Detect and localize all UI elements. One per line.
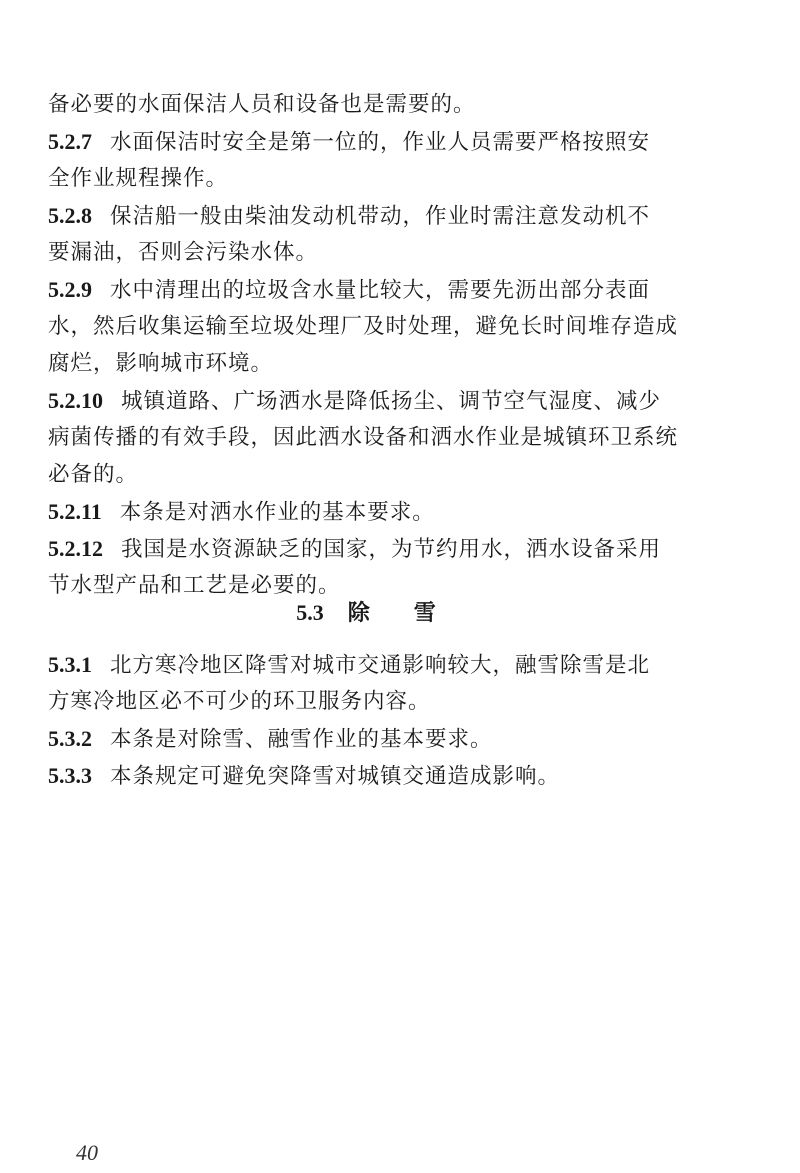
text-line: [48, 312, 678, 342]
line-text: 水，然后收集运输至垃圾处理厂及时处理，避免长时间堆存造成: [48, 314, 679, 339]
line-text: 本条规定可避免突降雪对城镇交通造成影响。: [110, 764, 561, 789]
clause-number: 5.3.3: [48, 763, 92, 788]
section-heading: [48, 598, 728, 628]
section-number: 5.3: [296, 600, 324, 625]
line-text: 全作业规程操作。: [48, 166, 229, 191]
text-line: [48, 423, 678, 453]
text-line: [48, 571, 341, 601]
line-text: 节水型产品和工艺是必要的。: [48, 573, 341, 598]
clause-number: 5.3.1: [48, 652, 92, 677]
clause-5-3-3: [48, 761, 560, 792]
clause-5-2-8: [48, 201, 650, 232]
line-text: 腐烂，影响城市环境。: [48, 351, 274, 376]
clause-number: 5.2.7: [48, 129, 92, 154]
clause-5-3-2: [48, 724, 493, 755]
clause-number: 5.2.10: [48, 388, 103, 413]
line-text: 城镇道路、广场洒水是降低扬尘、调节空气湿度、减少: [121, 389, 662, 414]
text-line: [48, 164, 228, 194]
clause-number: 5.2.8: [48, 203, 92, 228]
line-text: 北方寒冷地区降雪对城市交通影响较大，融雪除雪是北: [110, 653, 651, 678]
clause-number: 5.2.11: [48, 499, 102, 524]
line-text: 我国是水资源缺乏的国家，为节约用水，洒水设备采用: [121, 537, 662, 562]
line-text: 本条是对除雪、融雪作业的基本要求。: [110, 727, 493, 752]
line-text: 水中清理出的垃圾含水量比较大，需要先沥出部分表面: [110, 278, 651, 303]
line-text: 本条是对洒水作业的基本要求。: [119, 500, 435, 525]
line-text: 保洁船一般由柴油发动机带动，作业时需注意发动机不: [110, 204, 651, 229]
line-text: 水面保洁时安全是第一位的，作业人员需要严格按照安: [110, 130, 651, 155]
text-line: [48, 349, 273, 379]
section-title: 除雪: [347, 600, 480, 626]
line-text: 备必要的水面保洁人员和设备也是需要的。: [48, 92, 476, 117]
text-line: [48, 687, 431, 717]
clause-5-3-1: [48, 650, 650, 681]
clause-5-2-9: [48, 275, 650, 306]
text-line: [48, 238, 318, 268]
clause-5-2-10: [48, 386, 661, 417]
text-line: [48, 90, 476, 120]
clause-5-2-11: [48, 497, 435, 528]
line-text: 要漏油，否则会污染水体。: [48, 240, 319, 265]
page-number: 40: [76, 1140, 98, 1165]
clause-5-2-12: [48, 534, 661, 565]
clause-number: 5.2.9: [48, 277, 92, 302]
clause-5-2-7: [48, 127, 650, 158]
line-text: 必备的。: [48, 462, 139, 487]
clause-number: 5.2.12: [48, 536, 103, 561]
line-text: 病菌传播的有效手段，因此洒水设备和洒水作业是城镇环卫系统: [48, 425, 679, 450]
line-text: 方寒冷地区必不可少的环卫服务内容。: [48, 689, 431, 714]
text-line: [48, 460, 138, 490]
clause-number: 5.3.2: [48, 726, 92, 751]
